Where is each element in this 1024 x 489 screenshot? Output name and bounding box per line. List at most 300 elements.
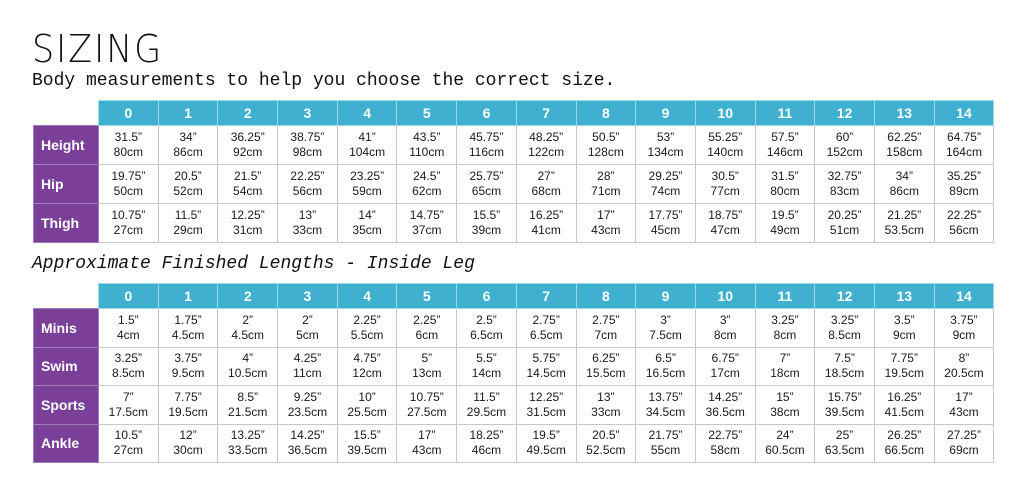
inches-value: 17.75” xyxy=(648,208,683,222)
row-label-sports: Sports xyxy=(34,386,99,425)
inches-value: 13.75” xyxy=(648,389,683,404)
measurement-cell xyxy=(815,424,875,463)
cm-value: 8cm xyxy=(773,327,797,342)
measurement-cell xyxy=(218,165,278,204)
measurement-cell xyxy=(695,204,755,243)
cm-value: 29.5cm xyxy=(466,404,507,419)
inches-value: 3” xyxy=(719,312,731,327)
inches-value: 6.5” xyxy=(655,351,676,366)
measurement-cell xyxy=(636,126,696,165)
inches-value: 23.25” xyxy=(350,169,385,183)
measurement-cell xyxy=(158,204,218,243)
measurement-cell xyxy=(695,309,755,348)
cm-value: 54cm xyxy=(233,184,263,198)
measurement-cell xyxy=(516,165,576,204)
cm-value: 10.5cm xyxy=(228,366,268,381)
measurement-cell xyxy=(755,204,815,243)
size-header-9: 9 xyxy=(636,284,696,309)
cm-value: 50cm xyxy=(113,184,144,198)
inches-value: 45.75” xyxy=(469,130,504,144)
cm-value: 31cm xyxy=(233,223,263,237)
inches-value: 25.75” xyxy=(469,169,504,183)
inches-value: 62.25” xyxy=(887,130,922,144)
measurement-cell xyxy=(934,126,994,165)
cm-value: 34.5cm xyxy=(645,404,686,419)
measurement-cell xyxy=(457,386,517,425)
inches-value: 3” xyxy=(660,312,671,327)
measurement-cell xyxy=(457,309,517,348)
measurement-cell xyxy=(99,309,159,348)
cm-value: 4cm xyxy=(117,327,140,342)
cm-value: 31.5cm xyxy=(526,404,566,419)
cm-value: 38cm xyxy=(770,404,800,419)
cm-value: 21.5cm xyxy=(228,404,268,419)
inches-value: 3.25” xyxy=(114,351,143,366)
measurement-cell xyxy=(636,309,696,348)
inches-value: 12.25” xyxy=(230,208,265,222)
cm-value: 8.5cm xyxy=(828,327,861,342)
inches-value: 15.75” xyxy=(827,389,862,404)
inches-value: 20.5” xyxy=(174,169,202,183)
inches-value: 21.25” xyxy=(887,208,922,222)
size-header-12: 12 xyxy=(815,284,875,309)
inches-value: 12” xyxy=(179,428,197,443)
cm-value: 4.5cm xyxy=(171,327,205,342)
measurement-cell xyxy=(337,347,397,386)
measurement-cell xyxy=(636,347,696,386)
cm-value: 69cm xyxy=(949,443,979,458)
cm-value: 39.5cm xyxy=(347,443,387,458)
size-header-row xyxy=(34,284,994,309)
cm-value: 51cm xyxy=(829,223,860,237)
inches-value: 13.25” xyxy=(230,428,265,443)
inches-value: 2” xyxy=(302,312,313,327)
measurement-cell xyxy=(874,347,934,386)
measurement-cell xyxy=(337,204,397,243)
measurement-cell xyxy=(278,424,338,463)
cm-value: 9cm xyxy=(892,327,916,342)
size-header-13: 13 xyxy=(874,101,934,126)
inches-value: 7” xyxy=(123,389,134,404)
table-row xyxy=(34,347,994,386)
inches-value: 2.5” xyxy=(476,312,497,327)
measurement-cell xyxy=(158,126,218,165)
measurement-cell xyxy=(278,165,338,204)
inches-value: 9.25” xyxy=(293,389,322,404)
finished-lengths-table xyxy=(33,283,994,463)
inches-value: 20.25” xyxy=(827,208,862,222)
header-corner xyxy=(34,284,99,309)
cm-value: 68cm xyxy=(531,184,561,198)
size-header-4: 4 xyxy=(337,101,397,126)
inches-value: 4” xyxy=(242,351,254,366)
cm-value: 30cm xyxy=(173,443,203,458)
inches-value: 50.5” xyxy=(592,130,620,144)
measurement-cell xyxy=(874,309,934,348)
measurement-cell xyxy=(815,386,875,425)
cm-value: 80cm xyxy=(770,184,800,198)
measurement-cell xyxy=(337,424,397,463)
measurement-cell xyxy=(636,204,696,243)
size-header-4: 4 xyxy=(337,284,397,309)
measurement-cell xyxy=(158,424,218,463)
measurement-cell xyxy=(158,309,218,348)
table-row xyxy=(34,165,994,204)
size-header-14: 14 xyxy=(934,284,994,309)
inches-value: 22.75” xyxy=(708,428,743,443)
cm-value: 27cm xyxy=(113,223,144,237)
inches-value: 31.5” xyxy=(771,169,799,183)
cm-value: 14.5cm xyxy=(526,366,566,381)
inches-value: 3.25” xyxy=(830,312,859,327)
measurement-cell xyxy=(755,126,815,165)
measurement-cell xyxy=(695,126,755,165)
measurement-cell xyxy=(516,424,576,463)
measurement-cell xyxy=(457,165,517,204)
cm-value: 41.5cm xyxy=(884,404,924,419)
cm-value: 52cm xyxy=(173,184,203,198)
cm-value: 152cm xyxy=(826,145,863,159)
cm-value: 6.5cm xyxy=(470,327,503,342)
measurement-cell xyxy=(457,204,517,243)
cm-value: 47cm xyxy=(710,223,740,237)
inches-value: 3.25” xyxy=(771,312,799,327)
cm-value: 56cm xyxy=(292,184,323,198)
measurement-cell xyxy=(815,309,875,348)
measurement-cell xyxy=(158,347,218,386)
measurement-cell xyxy=(695,165,755,204)
inches-value: 5.5” xyxy=(476,351,497,366)
size-header-1: 1 xyxy=(158,284,218,309)
cm-value: 13cm xyxy=(412,366,442,381)
inches-value: 6.75” xyxy=(711,351,739,366)
inches-value: 11.5” xyxy=(174,208,202,222)
cm-value: 5.5cm xyxy=(350,327,384,342)
table-row xyxy=(34,424,994,463)
measurement-cell xyxy=(934,347,994,386)
measurement-cell xyxy=(874,204,934,243)
measurement-cell xyxy=(218,126,278,165)
measurement-cell xyxy=(457,347,517,386)
page-title: SIZING xyxy=(32,27,164,71)
inches-value: 4.75” xyxy=(353,351,381,366)
inches-value: 25” xyxy=(835,428,854,443)
cm-value: 164cm xyxy=(945,145,982,159)
inches-value: 15.5” xyxy=(472,208,501,222)
inches-value: 15.5” xyxy=(353,428,381,443)
inches-value: 34” xyxy=(179,130,197,144)
cm-value: 116cm xyxy=(468,145,505,159)
inches-value: 14.75” xyxy=(409,208,444,222)
inches-value: 10.75” xyxy=(409,389,444,404)
inches-value: 27.25” xyxy=(946,428,981,443)
table-row xyxy=(34,309,994,348)
inches-value: 5.75” xyxy=(532,351,560,366)
size-header-0: 0 xyxy=(99,284,159,309)
table-row xyxy=(34,386,994,425)
measurement-cell xyxy=(158,165,218,204)
measurement-cell xyxy=(815,165,875,204)
cm-value: 158cm xyxy=(886,145,923,159)
measurement-cell xyxy=(636,165,696,204)
inches-value: 19.75” xyxy=(111,169,146,183)
size-header-5: 5 xyxy=(397,284,457,309)
cm-value: 104cm xyxy=(349,145,386,159)
cm-value: 146cm xyxy=(766,145,803,159)
inches-value: 1.75” xyxy=(174,312,202,327)
header-corner xyxy=(34,101,99,126)
inches-value: 12.25” xyxy=(529,389,564,404)
inches-value: 2.75” xyxy=(592,312,620,327)
cm-value: 62cm xyxy=(412,184,442,198)
cm-value: 49cm xyxy=(770,223,800,237)
inches-value: 57.5” xyxy=(771,130,799,144)
cm-value: 8.5cm xyxy=(112,366,145,381)
inches-value: 14.25” xyxy=(290,428,325,443)
measurement-cell xyxy=(99,165,159,204)
cm-value: 14cm xyxy=(471,366,502,381)
measurement-cell xyxy=(815,204,875,243)
measurement-cell xyxy=(815,126,875,165)
row-label-height: Height xyxy=(34,126,99,165)
inches-value: 13” xyxy=(298,208,317,222)
cm-value: 56cm xyxy=(949,223,979,237)
inches-value: 20.5” xyxy=(592,428,620,443)
row-label-swim: Swim xyxy=(34,347,99,386)
cm-value: 39.5cm xyxy=(824,404,865,419)
measurement-cell xyxy=(874,165,934,204)
cm-value: 110cm xyxy=(409,145,445,159)
inches-value: 14.25” xyxy=(708,389,743,404)
inches-value: 1.5” xyxy=(118,312,139,327)
measurement-cell xyxy=(695,424,755,463)
measurement-cell xyxy=(934,386,994,425)
cm-value: 15.5cm xyxy=(586,366,626,381)
inches-value: 26.25” xyxy=(887,428,922,443)
measurement-cell xyxy=(397,347,457,386)
size-header-10: 10 xyxy=(695,284,755,309)
cm-value: 17.5cm xyxy=(108,404,149,419)
section-title-inside-leg: Approximate Finished Lengths - Inside Leg xyxy=(32,254,475,274)
cm-value: 45cm xyxy=(650,223,681,237)
cm-value: 19.5cm xyxy=(168,404,208,419)
cm-value: 5cm xyxy=(296,327,319,342)
measurement-cell xyxy=(576,347,636,386)
measurement-cell xyxy=(934,424,994,463)
inches-value: 19.5” xyxy=(771,208,799,222)
measurement-cell xyxy=(874,386,934,425)
cm-value: 55cm xyxy=(650,443,681,458)
cm-value: 6cm xyxy=(415,327,439,342)
cm-value: 20.5cm xyxy=(944,366,984,381)
cm-value: 16.5cm xyxy=(645,366,686,381)
inches-value: 18.25” xyxy=(469,428,504,443)
measurement-cell xyxy=(397,126,457,165)
measurement-cell xyxy=(397,386,457,425)
cm-value: 92cm xyxy=(233,145,263,159)
inches-value: 17” xyxy=(418,428,436,443)
size-header-8: 8 xyxy=(576,284,636,309)
cm-value: 17cm xyxy=(710,366,740,381)
measurement-cell xyxy=(636,424,696,463)
measurement-cell xyxy=(397,165,457,204)
cm-value: 33.5cm xyxy=(228,443,268,458)
inches-value: 13” xyxy=(597,389,615,404)
measurement-cell xyxy=(934,309,994,348)
inches-value: 41” xyxy=(358,130,376,144)
row-label-hip: Hip xyxy=(34,165,99,204)
inches-value: 17” xyxy=(597,208,615,222)
measurement-cell xyxy=(874,424,934,463)
inches-value: 7.75” xyxy=(174,389,202,404)
size-header-2: 2 xyxy=(218,284,278,309)
inches-value: 10.75” xyxy=(111,208,146,222)
row-label-thigh: Thigh xyxy=(34,204,99,243)
cm-value: 43cm xyxy=(591,223,621,237)
measurement-cell xyxy=(218,424,278,463)
cm-value: 7.5cm xyxy=(649,327,682,342)
inches-value: 35.25” xyxy=(946,169,981,183)
measurement-cell xyxy=(278,204,338,243)
inches-value: 3.5” xyxy=(893,312,915,327)
measurement-cell xyxy=(934,165,994,204)
cm-value: 89cm xyxy=(949,184,979,198)
inches-value: 19.5” xyxy=(532,428,560,443)
measurement-cell xyxy=(576,309,636,348)
cm-value: 60.5cm xyxy=(765,443,805,458)
measurement-cell xyxy=(516,204,576,243)
cm-value: 86cm xyxy=(889,184,919,198)
cm-value: 128cm xyxy=(587,145,624,159)
inches-value: 3.75” xyxy=(950,312,978,327)
cm-value: 36.5cm xyxy=(287,443,328,458)
measurement-cell xyxy=(99,126,159,165)
measurement-cell xyxy=(755,347,815,386)
cm-value: 19.5cm xyxy=(884,366,924,381)
measurement-cell xyxy=(576,165,636,204)
measurement-cell xyxy=(755,424,815,463)
size-header-5: 5 xyxy=(397,101,457,126)
measurement-cell xyxy=(397,204,457,243)
measurement-cell xyxy=(278,386,338,425)
cm-value: 12cm xyxy=(352,366,382,381)
inches-value: 11.5” xyxy=(473,389,500,404)
measurement-cell xyxy=(278,309,338,348)
size-header-7: 7 xyxy=(516,101,576,126)
cm-value: 29cm xyxy=(173,223,203,237)
cm-value: 18.5cm xyxy=(824,366,865,381)
measurement-cell xyxy=(516,309,576,348)
size-header-9: 9 xyxy=(636,101,696,126)
cm-value: 27.5cm xyxy=(407,404,447,419)
cm-value: 11cm xyxy=(293,366,322,381)
measurement-cell xyxy=(337,165,397,204)
size-header-row xyxy=(34,101,994,126)
measurement-cell xyxy=(278,126,338,165)
cm-value: 7cm xyxy=(594,327,618,342)
measurement-cell xyxy=(815,347,875,386)
body-measurements-table xyxy=(33,100,994,243)
inches-value: 10” xyxy=(358,389,376,404)
cm-value: 18cm xyxy=(770,366,800,381)
measurement-cell xyxy=(576,386,636,425)
inches-value: 8” xyxy=(958,351,970,366)
measurement-cell xyxy=(218,309,278,348)
inches-value: 21.5” xyxy=(234,169,262,183)
inches-value: 2” xyxy=(242,312,254,327)
cm-value: 140cm xyxy=(707,145,744,159)
table-row xyxy=(34,204,994,243)
measurement-cell xyxy=(576,424,636,463)
measurement-cell xyxy=(99,204,159,243)
inches-value: 29.25” xyxy=(648,169,683,183)
cm-value: 33cm xyxy=(292,223,323,237)
inches-value: 5” xyxy=(421,351,433,366)
measurement-cell xyxy=(397,309,457,348)
size-header-2: 2 xyxy=(218,101,278,126)
measurement-cell xyxy=(636,386,696,425)
cm-value: 9cm xyxy=(952,327,976,342)
cm-value: 80cm xyxy=(113,145,144,159)
measurement-cell xyxy=(755,386,815,425)
inches-value: 31.5” xyxy=(114,130,143,144)
size-header-0: 0 xyxy=(99,101,159,126)
inches-value: 30.5” xyxy=(711,169,739,183)
size-header-6: 6 xyxy=(457,284,517,309)
cm-value: 43cm xyxy=(949,404,979,419)
cm-value: 77cm xyxy=(710,184,740,198)
size-header-1: 1 xyxy=(158,101,218,126)
measurement-cell xyxy=(457,424,517,463)
cm-value: 63.5cm xyxy=(824,443,865,458)
inches-value: 53” xyxy=(656,130,675,144)
size-header-11: 11 xyxy=(755,284,815,309)
cm-value: 36.5cm xyxy=(705,404,745,419)
inches-value: 2.25” xyxy=(353,312,381,327)
size-header-11: 11 xyxy=(755,101,815,126)
measurement-cell xyxy=(218,386,278,425)
inches-value: 18.75” xyxy=(708,208,743,222)
inches-value: 38.75” xyxy=(290,130,325,144)
inches-value: 7” xyxy=(779,351,791,366)
cm-value: 98cm xyxy=(292,145,323,159)
cm-value: 59cm xyxy=(352,184,382,198)
cm-value: 33cm xyxy=(591,404,621,419)
subtitle: Body measurements to help you choose the correct size. xyxy=(32,71,616,91)
inches-value: 16.25” xyxy=(529,208,564,222)
inches-value: 16.25” xyxy=(887,389,922,404)
cm-value: 43cm xyxy=(412,443,442,458)
measurement-cell xyxy=(158,386,218,425)
size-header-8: 8 xyxy=(576,101,636,126)
measurement-cell xyxy=(516,386,576,425)
cm-value: 46cm xyxy=(471,443,502,458)
inches-value: 2.25” xyxy=(413,312,441,327)
cm-value: 71cm xyxy=(591,184,621,198)
cm-value: 4.5cm xyxy=(231,327,265,342)
inches-value: 48.25” xyxy=(529,130,564,144)
size-header-12: 12 xyxy=(815,101,875,126)
measurement-cell xyxy=(218,204,278,243)
cm-value: 66.5cm xyxy=(884,443,924,458)
inches-value: 7.75” xyxy=(890,351,918,366)
cm-value: 8cm xyxy=(713,327,737,342)
measurement-cell xyxy=(755,165,815,204)
inches-value: 3.75” xyxy=(174,351,202,366)
inches-value: 4.25” xyxy=(293,351,322,366)
inches-value: 64.75” xyxy=(946,130,981,144)
size-header-13: 13 xyxy=(874,284,934,309)
